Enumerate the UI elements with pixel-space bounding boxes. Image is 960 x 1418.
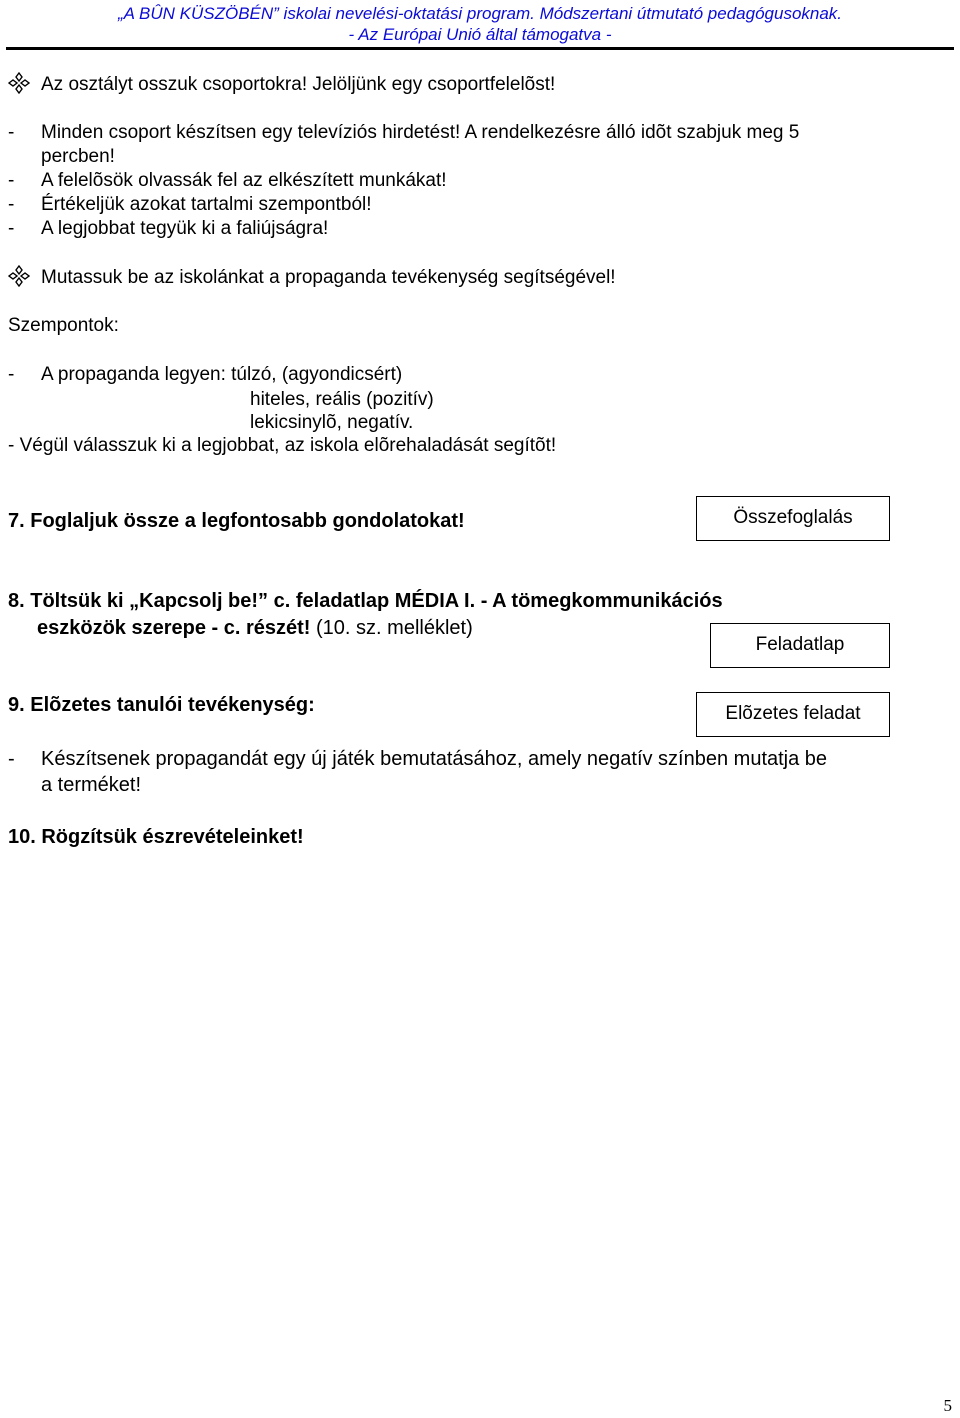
criteria-line: A propaganda legyen: túlzó, (agyondicsért) <box>41 364 403 385</box>
dash-marker: - <box>8 364 15 385</box>
header-title: „A BÛN KÜSZÖBÉN” iskolai nevelési-oktatási program. Módszertani útmutató pedagógusoknak. <box>117 4 843 23</box>
dash-marker: - <box>8 194 15 215</box>
section-7-heading: 7. Foglaljuk össze a legfontosabb gondolatokat! <box>8 510 465 532</box>
dash-marker: - <box>8 748 15 770</box>
worksheet-box: Feladatlap <box>710 623 890 668</box>
dash-marker: - <box>8 170 15 191</box>
task-instruction: Mutassuk be az iskolánkat a propaganda tevékenység segítségével! <box>41 267 616 288</box>
page-number: 5 <box>943 1396 952 1415</box>
header-subtitle: - Az Európai Unió által támogatva - <box>348 25 612 44</box>
task-line: Készítsenek propagandát egy új játék bemutatásához, amely negatív színben mutatja be <box>41 748 828 770</box>
preliminary-task-box: Elõzetes feladat <box>696 692 890 737</box>
instruction-line: Értékeljük azokat tartalmi szempontból! <box>41 194 372 215</box>
instruction-line: A legjobbat tegyük ki a faliújságra! <box>41 218 329 239</box>
section-9-heading: 9. Elõzetes tanulói tevékenység: <box>8 694 315 716</box>
instruction-line: Minden csoport készítsen egy televíziós hirdetést! A rendelkezésre álló idõt szabjuk meg 5 <box>41 122 800 143</box>
four-diamond-bullet-icon <box>8 265 30 287</box>
header-divider <box>6 47 954 50</box>
dash-marker: - <box>8 218 15 239</box>
criteria-line: - Végül válasszuk ki a legjobbat, az iskola elõrehaladását segítõt! <box>8 435 557 456</box>
instruction-line: percben! <box>41 146 115 167</box>
task-line: a terméket! <box>41 774 142 796</box>
section-10-heading: 10. Rögzítsük észrevételeinket! <box>8 826 304 848</box>
attachment-reference: (10. sz. melléklet) <box>310 617 473 639</box>
section-8-heading-cont <box>37 616 473 640</box>
instruction-line: A felelõsök olvassák fel az elkészített munkákat! <box>41 170 447 191</box>
dash-marker: - <box>8 122 15 143</box>
four-diamond-bullet-icon <box>8 72 30 94</box>
section-8-part: eszközök szerepe - c. részét! <box>37 617 311 639</box>
section-8-heading: 8. Töltsük ki „Kapcsolj be!” c. feladatlap MÉDIA I. - A tömegkommunikációs <box>8 590 723 612</box>
criteria-heading: Szempontok: <box>8 315 119 336</box>
criteria-line: hiteles, reális (pozitív) <box>250 389 434 410</box>
summary-box: Összefoglalás <box>696 496 890 541</box>
criteria-line: lekicsinylõ, negatív. <box>250 412 414 433</box>
task-instruction: Az osztályt osszuk csoportokra! Jelöljünk egy csoportfelelõst! <box>41 74 556 95</box>
